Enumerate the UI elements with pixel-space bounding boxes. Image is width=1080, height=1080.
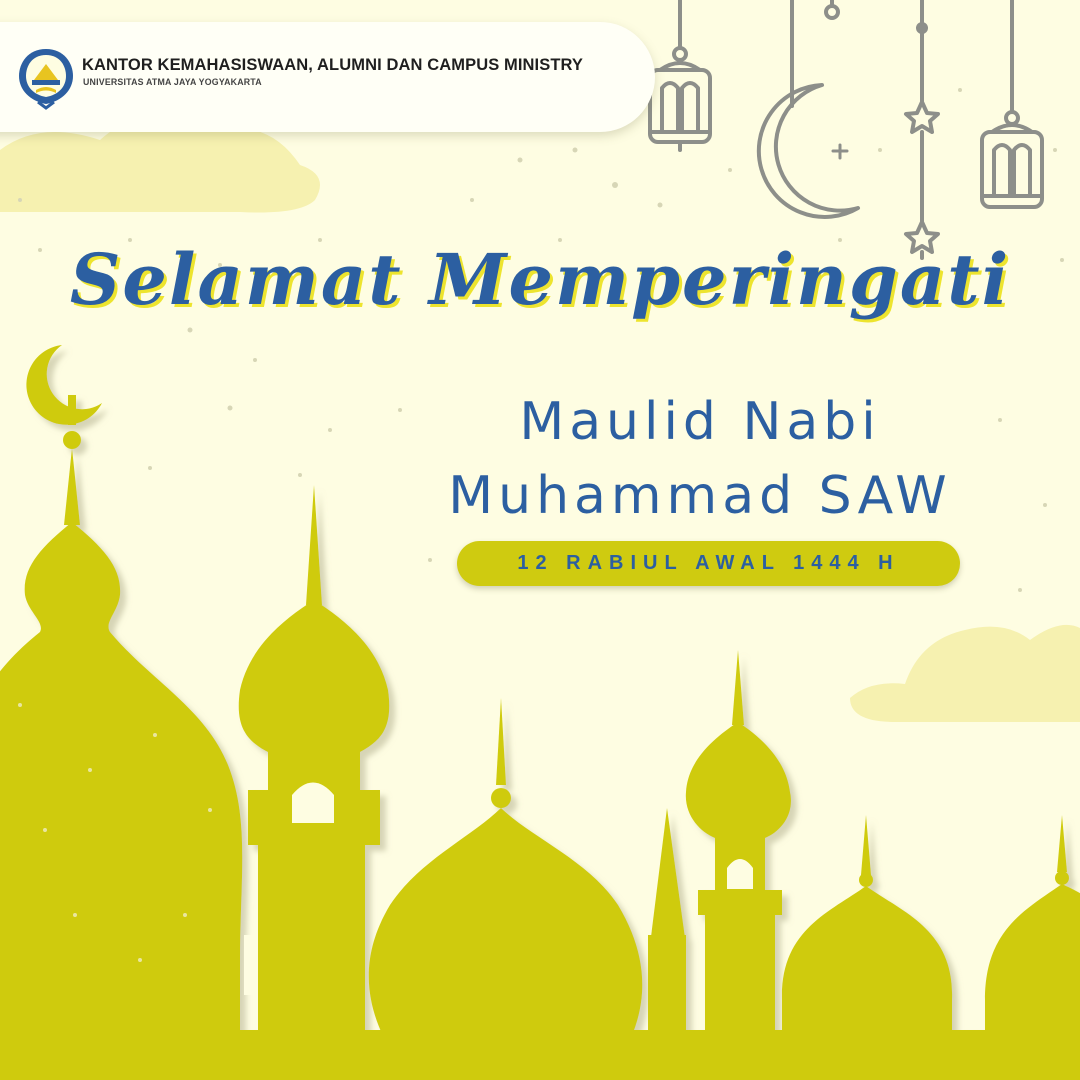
- date-badge: [457, 541, 960, 586]
- event-title-line-2: Muhammad SAW: [448, 466, 952, 526]
- organization-subtitle: UNIVERSITAS ATMA JAYA YOGYAKARTA: [83, 77, 262, 87]
- greeting-headline: Selamat Memperingati: [69, 238, 1011, 321]
- organization-title: KANTOR KEMAHASISWAAN, ALUMNI DAN CAMPUS MINISTRY: [82, 56, 584, 74]
- date-text: 12 RABIUL AWAL 1444 H: [517, 552, 900, 574]
- university-crest-icon: [16, 46, 76, 110]
- event-title-line-1: Maulid Nabi: [519, 392, 881, 452]
